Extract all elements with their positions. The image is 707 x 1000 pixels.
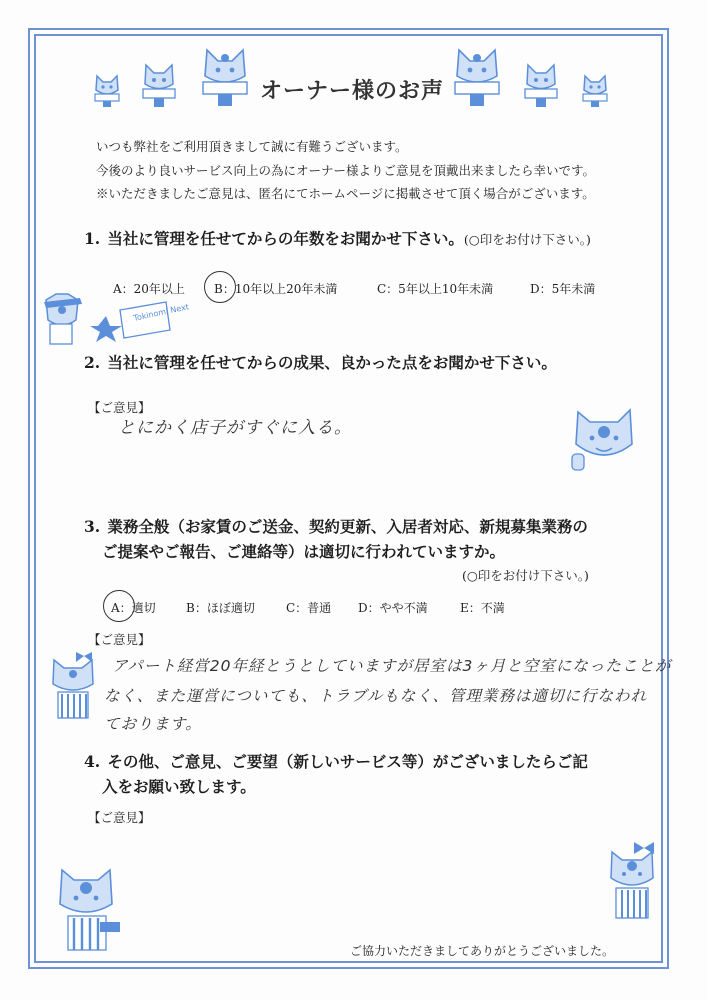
intro-line-2: 今後のより良いサービス向上の為にオーナー様よりご意見を頂戴出来ましたら幸いです。 [96,163,596,178]
header-mascot-right-small-icon [580,72,610,108]
question-2-number: 2. [84,353,101,372]
q1-option-d[interactable]: D：5年未満 [530,282,596,296]
question-3-text-line-2: ご提案やご報告、ご連絡等）は適切に行われていますか。 [102,542,506,561]
question-3-number: 3. [84,517,101,536]
q3-opinion-label: 【ご意見】 [88,632,151,647]
q1-option-b[interactable]: B：10年以上20年未満 [214,282,338,296]
question-1-number: 1. [84,229,101,248]
q3-option-a-selected-circle [103,590,135,622]
q3-option-e[interactable]: E：不満 [460,601,505,615]
bow-mascot-left-icon [46,652,100,722]
q1-option-b-selected-circle [204,271,236,303]
question-4-number: 4. [84,752,101,771]
question-4-text-line-1: その他、ご意見、ご要望（新しいサービス等）がございましたらご記 [107,752,588,771]
question-3-instruction: (○印をお付け下さい。) [462,568,589,583]
q1-option-a[interactable]: A：20年以上 [113,282,185,296]
question-1-text: 当社に管理を任せてからの年数をお聞かせ下さい。 [107,229,464,248]
header-mascot-left-large-icon [200,44,250,108]
question-4-text-line-2: 入をお願い致します。 [102,777,256,796]
q3-handwritten-answer-line-1[interactable]: アパート経営20年経とうとしていますが居室は3ヶ月と空室になったことが [112,657,672,675]
bottom-right-bow-mascot-icon [604,842,660,922]
q3-option-d[interactable]: D：やや不満 [358,601,428,615]
q3-option-a[interactable]: A：適切 [111,601,156,615]
q1-option-c[interactable]: C：5年以上10年未満 [377,282,494,296]
q2-handwritten-answer[interactable]: とにかく店子がすぐに入る。 [118,418,352,438]
header-mascot-right-large-icon [452,44,502,108]
question-2-text: 当社に管理を任せてからの成果、良かった点をお聞かせ下さい。 [107,353,557,372]
question-2 [84,351,557,373]
q3-handwritten-answer-line-3[interactable]: ております。 [104,715,202,733]
intro-line-1: いつも弊社をご利用頂きまして誠に有難うございます。 [96,139,408,154]
bottom-left-mascot-icon [52,862,122,954]
question-3-text-line-1: 業務全般（お家賃のご送金、契約更新、入居者対応、新規募集業務の [107,517,588,536]
question-4-line-1 [84,750,588,772]
header-mascot-left-medium-icon [140,60,178,108]
header-mascot-right-medium-icon [522,60,560,108]
q3-handwritten-answer-line-2[interactable]: なく、また運営についても、トラブルもなく、管理業務は適切に行なわれ [104,687,647,705]
footer-thanks: ご協力いただきましてありがとうございました。 [350,944,615,958]
q4-opinion-label: 【ご意見】 [88,810,151,825]
thumbs-up-mascot-icon [568,404,642,476]
mascot-sign-text: Tokinomi Next [132,302,190,323]
mascot-with-sign-icon [38,290,190,352]
page-title: オーナー様のお声 [260,78,445,104]
header-mascot-left-small-icon [92,72,122,108]
q3-option-b[interactable]: B：ほぼ適切 [186,601,255,615]
question-3-line-1 [84,515,588,537]
q3-option-c[interactable]: C：普通 [286,601,332,615]
intro-line-3: ※いただきましたご意見は、匿名にてホームページに掲載させて頂く場合がございます。 [96,186,595,201]
q2-opinion-label: 【ご意見】 [88,400,151,415]
question-1-instruction: (○印をお付け下さい。) [463,232,591,247]
question-1 [84,227,591,249]
